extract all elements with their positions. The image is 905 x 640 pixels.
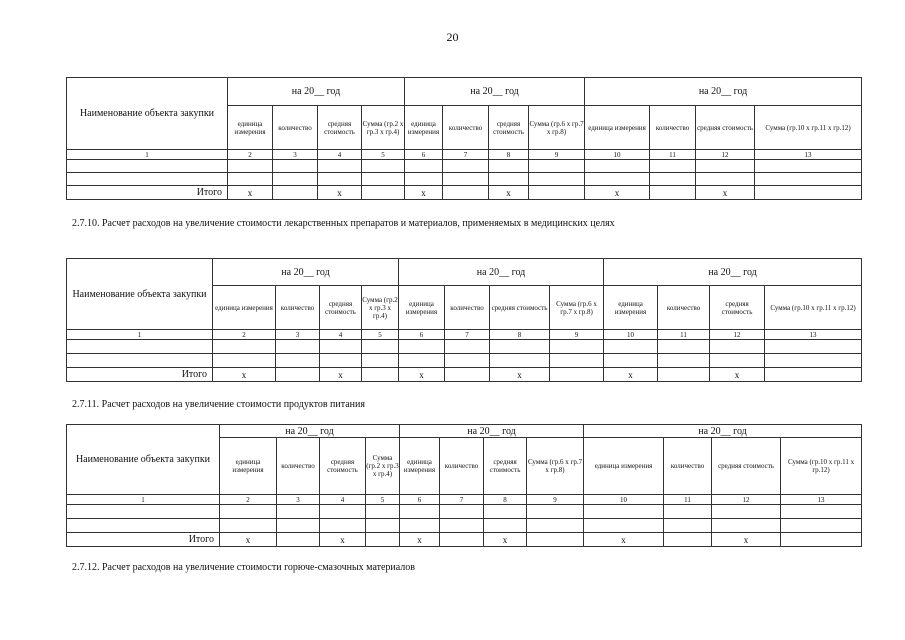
total-cell: x [712,533,781,547]
col-number: 11 [650,150,696,160]
col-number: 1 [67,150,228,160]
col-subheader: Сумма (гр.10 х гр.11 х гр.12) [755,106,862,150]
col-subheader: единица измерения [585,106,650,150]
total-row [67,186,862,200]
col-subheader: единица измерения [405,106,443,150]
expense-table-2 [66,258,862,382]
total-cell [658,368,710,382]
total-cell [273,186,318,200]
col-number: 9 [550,330,604,340]
col-number: 12 [696,150,755,160]
col-subheader: количество [273,106,318,150]
col-subheader: Сумма (гр.2 х гр.3 х гр.4) [362,106,405,150]
section-heading: 2.7.10. Расчет расходов на увеличение стоимости лекарственных препаратов и материалов, применяемых в медицинских целях [72,218,615,229]
col-number: 11 [658,330,710,340]
col-subheader: единица измерения [400,438,440,495]
col-number: 13 [781,495,862,505]
col-number: 10 [604,330,658,340]
col-number: 1 [67,495,220,505]
col-subheader: Сумма (гр.6 х гр.7 х гр.8) [529,106,585,150]
total-cell [527,533,584,547]
col-number: 4 [320,330,362,340]
total-label: Итого [67,533,220,547]
col-subheader: единица измерения [220,438,277,495]
total-cell: x [584,533,664,547]
year-header: на 20__ год [584,425,862,438]
total-label: Итого [67,368,213,382]
col-number: 4 [320,495,366,505]
year-header: на 20__ год [228,78,405,106]
col-number: 6 [405,150,443,160]
empty-row [67,354,862,368]
col-number: 10 [585,150,650,160]
col-number: 8 [490,330,550,340]
total-cell: x [405,186,443,200]
total-row [67,368,862,382]
total-row [67,533,862,547]
col-number: 7 [440,495,484,505]
total-cell [443,186,489,200]
col-subheader: количество [658,286,710,330]
col-number: 10 [584,495,664,505]
col-subheader: Сумма (гр.10 х гр.11 х гр.12) [765,286,862,330]
col-number: 4 [318,150,362,160]
col-subheader: единица измерения [213,286,276,330]
name-header: Наименование объекта закупки [67,259,213,330]
col-number: 5 [362,330,399,340]
col-number: 9 [527,495,584,505]
empty-row [67,340,862,354]
col-number: 12 [712,495,781,505]
empty-row [67,505,862,519]
total-cell [650,186,696,200]
col-number: 2 [213,330,276,340]
expense-table-1 [66,77,862,200]
col-number: 2 [220,495,277,505]
col-subheader: Сумма (гр.2 х гр.3 х гр.4) [366,438,400,495]
col-number: 12 [710,330,765,340]
section-heading: 2.7.12. Расчет расходов на увеличение стоимости горюче-смазочных материалов [72,562,416,573]
col-subheader: средняя стоимость [318,106,362,150]
total-cell: x [710,368,765,382]
empty-row [67,519,862,533]
total-cell: x [489,186,529,200]
col-number: 5 [362,150,405,160]
total-cell [781,533,862,547]
total-cell [445,368,490,382]
col-number: 9 [529,150,585,160]
col-subheader: единица измерения [399,286,445,330]
total-cell: x [220,533,277,547]
total-cell [765,368,862,382]
col-subheader: количество [277,438,320,495]
col-subheader: Сумма (гр.10 х гр.11 х гр.12) [781,438,862,495]
expense-table-3 [66,424,862,547]
col-number: 11 [664,495,712,505]
col-number: 8 [489,150,529,160]
total-cell [362,368,399,382]
col-subheader: средняя стоимость [712,438,781,495]
name-header: Наименование объекта закупки [67,425,220,495]
year-header: на 20__ год [405,78,585,106]
col-subheader: количество [664,438,712,495]
col-number: 6 [399,330,445,340]
col-number: 7 [445,330,490,340]
year-header: на 20__ год [220,425,400,438]
empty-row [67,173,862,186]
col-subheader: средняя стоимость [489,106,529,150]
year-header: на 20__ год [399,259,604,286]
col-number: 2 [228,150,273,160]
total-cell: x [213,368,276,382]
col-subheader: средняя стоимость [320,438,366,495]
col-subheader: Сумма (гр.6 х гр.7 х гр.8) [527,438,584,495]
total-cell: x [484,533,527,547]
col-subheader: Сумма (гр.2 х гр.3 х гр.4) [362,286,399,330]
total-cell [440,533,484,547]
col-subheader: средняя стоимость [320,286,362,330]
col-subheader: единица измерения [604,286,658,330]
total-cell: x [696,186,755,200]
section-heading: 2.7.11. Расчет расходов на увеличение стоимости продуктов питания [72,399,365,410]
col-number: 1 [67,330,213,340]
name-header: Наименование объекта закупки [67,78,228,150]
total-cell: x [228,186,273,200]
col-subheader: количество [443,106,489,150]
col-number: 5 [366,495,400,505]
total-label: Итого [67,186,228,200]
total-cell: x [320,368,362,382]
col-number: 8 [484,495,527,505]
total-cell [362,186,405,200]
total-cell [277,533,320,547]
year-header: на 20__ год [213,259,399,286]
total-cell [276,368,320,382]
year-header: на 20__ год [604,259,862,286]
col-subheader: единица измерения [228,106,273,150]
total-cell: x [604,368,658,382]
total-cell: x [320,533,366,547]
col-number: 13 [755,150,862,160]
col-subheader: количество [276,286,320,330]
year-header: на 20__ год [585,78,862,106]
col-subheader: Сумма (гр.6 х гр.7 х гр.8) [550,286,604,330]
col-subheader: средняя стоимость [710,286,765,330]
col-subheader: количество [445,286,490,330]
total-cell [664,533,712,547]
col-subheader: количество [440,438,484,495]
total-cell: x [399,368,445,382]
total-cell: x [400,533,440,547]
col-subheader: средняя стоимость [490,286,550,330]
col-number: 3 [276,330,320,340]
total-cell [529,186,585,200]
col-subheader: количество [650,106,696,150]
col-number: 3 [277,495,320,505]
total-cell [366,533,400,547]
col-number: 3 [273,150,318,160]
col-subheader: средняя стоимость [696,106,755,150]
col-number: 13 [765,330,862,340]
total-cell [755,186,862,200]
empty-row [67,160,862,173]
total-cell [550,368,604,382]
col-subheader: единица измерения [584,438,664,495]
col-number: 6 [400,495,440,505]
col-subheader: средняя стоимость [484,438,527,495]
col-number: 7 [443,150,489,160]
total-cell: x [490,368,550,382]
total-cell: x [318,186,362,200]
total-cell: x [585,186,650,200]
page-number: 20 [446,30,459,44]
year-header: на 20__ год [400,425,584,438]
